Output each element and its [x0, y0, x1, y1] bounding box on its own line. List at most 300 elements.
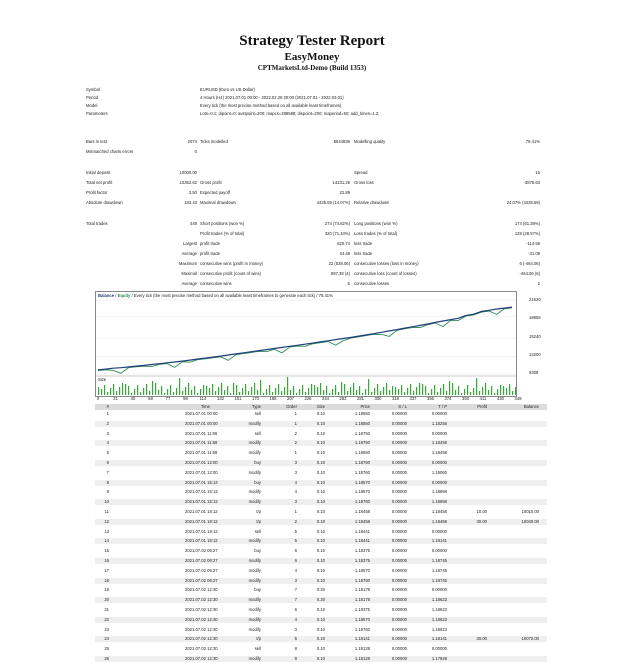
x-tick-label: 337 — [409, 396, 417, 401]
table-cell: 10070.00 — [521, 636, 539, 642]
table-cell: 0.10 — [316, 567, 325, 573]
table-row — [95, 656, 547, 662]
size-bar — [221, 383, 222, 395]
table-cell: 0.20 — [316, 587, 325, 593]
settings-value: EURUSD (Euro vs US Dollar) — [200, 87, 255, 92]
table-cell: 1.18623 — [431, 616, 447, 622]
table-cell: 10010.00 — [521, 509, 539, 514]
col-header: Price — [360, 404, 370, 409]
size-bar — [155, 383, 156, 395]
size-bar — [137, 385, 138, 395]
table-cell: 0.00000 — [391, 430, 407, 436]
table-cell: 2 — [106, 420, 109, 426]
x-tick-label: 226 — [304, 396, 312, 401]
table-cell: 2021.07.01 18:12 — [185, 528, 218, 534]
table-cell: 1.18141 — [431, 636, 447, 642]
x-tick-label: 356 — [427, 396, 434, 401]
table-cell: 0.10 — [316, 430, 325, 436]
settings-value: Every tick (the most precise method based on all available least timeframes) — [200, 103, 342, 108]
table-cell: modify — [248, 450, 261, 456]
x-tick-label: 170 — [252, 396, 259, 401]
size-bar — [257, 390, 258, 395]
table-cell: 0.10 — [316, 479, 325, 485]
table-cell: 11 — [104, 509, 109, 514]
table-cell: 2021.07.01 00:00 — [185, 411, 218, 416]
table-cell: 0.10 — [316, 528, 325, 534]
x-tick-label: 98 — [183, 396, 188, 401]
table-cell: 22 — [104, 616, 109, 622]
table-cell: 2021.07.02 06:27 — [185, 577, 218, 583]
table-cell: 2021.07.01 15:13 — [185, 479, 218, 485]
table-cell: 1.18760 — [354, 626, 370, 632]
table-cell: modify — [248, 607, 261, 612]
x-tick-label: 151 — [234, 396, 242, 401]
table-cell: 1.18550 — [354, 450, 370, 456]
table-cell: 0.00000 — [391, 607, 407, 612]
settings-label: Period — [86, 95, 99, 100]
size-bar — [119, 387, 120, 395]
x-tick-label: 188 — [269, 396, 277, 401]
size-bar — [161, 386, 162, 395]
table-cell: modify — [248, 499, 261, 505]
table-cell: 8 — [294, 646, 297, 652]
ticks-label: Ticks modelled — [200, 139, 228, 144]
table-cell: modify — [248, 420, 261, 426]
table-cell: 1.18375 — [354, 548, 370, 554]
size-bar — [377, 384, 378, 395]
table-cell: sell — [254, 646, 261, 652]
table-cell: 2021.07.02 12:30 — [185, 656, 218, 661]
table-cell: 0.00000 — [391, 460, 407, 465]
max-drawdown-label: Maximal drawdown — [200, 200, 236, 205]
table-cell: 2 — [294, 518, 297, 524]
table-cell: 1.18550 — [354, 420, 370, 426]
size-bar — [254, 383, 255, 395]
x-tick-label: 114 — [199, 396, 207, 401]
table-cell: 1 — [294, 411, 297, 416]
table-cell: 0.10 — [316, 499, 325, 505]
size-bar — [308, 388, 309, 395]
spread-label: Spread — [354, 170, 368, 175]
largest-profit-label: profit trade — [200, 241, 221, 246]
table-cell: 2 — [294, 430, 297, 436]
maximal-consec-profit-value: 997.38 (4) — [330, 271, 350, 276]
size-bar — [296, 393, 297, 395]
table-cell: 0.00000 — [391, 450, 407, 456]
size-bar — [314, 385, 315, 395]
table-cell: 0.00000 — [391, 509, 407, 514]
table-row — [95, 440, 547, 446]
average-label: Average — [181, 251, 197, 256]
size-bar — [224, 390, 225, 395]
balance-line — [98, 307, 512, 370]
table-cell: 2021.07.02 12:30 — [185, 616, 218, 622]
size-bar — [449, 381, 450, 395]
table-cell: 0.00000 — [391, 411, 407, 416]
size-bar — [266, 389, 267, 395]
size-bar — [407, 388, 408, 395]
balance-chart — [95, 291, 517, 397]
table-cell: 5 — [294, 538, 297, 544]
x-tick-label: 411 — [479, 396, 487, 401]
table-cell: 4 — [106, 440, 109, 446]
x-tick-label: 318 — [392, 396, 399, 401]
table-cell: 2021.07.01 11:58 — [185, 450, 218, 456]
avg-consec-losses-value: 2 — [537, 281, 540, 286]
table-cell: 30.00 — [476, 636, 487, 642]
table-cell: 1.18178 — [354, 587, 370, 593]
table-cell: 1.18141 — [431, 538, 447, 544]
gross-loss-label: Gross loss — [354, 180, 374, 185]
table-cell: 2021.07.01 18:12 — [185, 509, 218, 514]
size-bar — [188, 383, 189, 395]
size-bar — [386, 383, 387, 395]
size-bar — [392, 386, 393, 395]
x-tick-label: 77 — [165, 396, 171, 401]
table-cell: 12 — [104, 518, 109, 524]
table-cell: 3 — [294, 626, 297, 632]
table-cell: 0.00000 — [391, 577, 407, 583]
size-bar — [350, 387, 351, 395]
size-bar — [197, 393, 198, 395]
size-bar — [284, 387, 285, 395]
table-cell: modify — [248, 469, 261, 475]
size-bar — [194, 386, 195, 395]
table-cell: 0.10 — [316, 460, 325, 465]
size-bar — [362, 393, 363, 395]
initial-deposit-value: 10000.00 — [179, 170, 197, 175]
settings-value: Lots=0.1; dipoint=0; avstpoint=200; mapcs=288588; dispoint=200; maperiod=50; add_times=1.2; — [200, 111, 380, 116]
mismatch-value: 0 — [194, 149, 197, 154]
table-cell: 2021.07.02 12:30 — [185, 607, 218, 612]
profit-factor-label: Profit factor — [86, 190, 108, 195]
size-bar — [395, 387, 396, 395]
table-cell: 2021.07.02 06:27 — [185, 567, 218, 573]
size-bar — [215, 391, 216, 395]
size-bar — [281, 391, 282, 395]
table-cell: buy — [254, 460, 261, 465]
col-header: Type — [251, 404, 261, 409]
size-bar — [251, 387, 252, 395]
size-bar — [245, 384, 246, 395]
size-bar — [287, 377, 288, 395]
size-bar — [134, 389, 135, 395]
table-cell: 0.20 — [316, 597, 325, 603]
largest-profit-value: 520.74 — [337, 241, 350, 246]
table-cell: 0.00000 — [391, 587, 407, 593]
size-bar — [440, 388, 441, 395]
x-tick-label: 300 — [374, 396, 382, 401]
settings-value: 4 Hours (H4) 2021.07.01 00:00 - 2022.02.28 20:00 (2021.07.01 - 2022.03.01) — [200, 95, 344, 100]
table-cell: 0.10 — [316, 577, 325, 583]
size-bar — [128, 386, 129, 395]
table-cell: 0.00000 — [391, 616, 407, 622]
maximal-consec-loss-label: consecutive loss (count of losses) — [354, 271, 417, 276]
table-cell: 0.10 — [316, 420, 325, 426]
size-bar — [479, 391, 480, 395]
long-positions-value: 174 (61.39%) — [514, 221, 540, 226]
expert-name: EasyMoney — [284, 51, 340, 63]
size-bar — [389, 390, 390, 395]
size-bar — [491, 386, 492, 395]
table-cell: 1.18441 — [354, 528, 370, 534]
quality-value: 78.41% — [525, 139, 540, 144]
table-cell: buy — [254, 587, 261, 593]
table-cell: sell — [254, 411, 261, 416]
table-row — [95, 411, 547, 417]
size-bar — [302, 385, 303, 395]
table-cell: 0.10 — [316, 548, 325, 554]
table-cell: 0.10 — [316, 509, 325, 514]
table-cell: 1.18745 — [431, 558, 447, 563]
table-cell: 2021.07.01 11:58 — [185, 440, 218, 446]
table-cell: 1.18458 — [354, 518, 370, 524]
table-cell: 1.18623 — [431, 597, 447, 603]
max-consec-wins-label: consecutive wins (profit in money) — [200, 261, 264, 266]
table-cell: 14 — [104, 538, 109, 544]
mismatch-label: Mismatched charts errors — [86, 149, 134, 154]
size-bar — [368, 379, 369, 395]
table-cell: 0.10 — [316, 636, 325, 642]
table-row — [95, 597, 547, 603]
table-cell: 6 — [294, 607, 297, 612]
size-bar — [494, 393, 495, 395]
size-bar — [263, 393, 264, 395]
size-bar — [461, 393, 462, 395]
table-cell: 4 — [294, 479, 297, 485]
table-row — [95, 519, 547, 525]
profit-trades-label: Profit trades (% of total) — [200, 231, 244, 236]
size-bar — [311, 384, 312, 395]
ticks-value: 5644836 — [333, 139, 350, 144]
table-cell: 0.00000 — [391, 656, 407, 661]
size-bar — [191, 390, 192, 395]
size-bar — [239, 392, 240, 395]
abs-drawdown-value: 183.43 — [184, 200, 197, 205]
table-cell: 1.18178 — [354, 597, 370, 603]
average-profit-label: profit trade — [200, 251, 221, 256]
table-cell: modify — [248, 538, 261, 544]
table-cell: 2021.07.02 06:27 — [185, 558, 218, 563]
table-cell: 0.10 — [316, 626, 325, 632]
maximal-consec-loss-value: -464.06 (6) — [519, 271, 540, 276]
size-label: Size — [98, 377, 107, 382]
size-bar — [269, 385, 270, 395]
x-tick-label: 281 — [357, 396, 364, 401]
table-cell: 1.18570 — [354, 489, 370, 495]
size-bar — [209, 388, 210, 395]
avg-consec-wins-label: consecutive wins — [200, 281, 232, 286]
expected-payoff-label: Expected payoff — [200, 190, 230, 195]
size-bar — [131, 393, 132, 395]
size-bar — [416, 387, 417, 395]
table-row — [95, 587, 547, 593]
size-bar — [122, 383, 123, 395]
table-cell: 1.18256 — [431, 420, 447, 426]
size-bar — [422, 384, 423, 395]
size-bar — [359, 386, 360, 395]
report-title: Strategy Tester Report — [239, 33, 385, 49]
table-cell: t/p — [256, 518, 261, 524]
table-cell: 0.00000 — [431, 479, 447, 485]
table-cell: 7 — [294, 597, 297, 603]
table-cell: 0.10 — [316, 489, 325, 495]
x-tick-label: 207 — [287, 396, 294, 401]
table-cell: 1.18375 — [354, 607, 370, 612]
size-bar — [365, 389, 366, 395]
table-cell: 5 — [294, 636, 297, 642]
table-cell: 5 — [294, 528, 297, 534]
table-cell: 0.00000 — [391, 518, 407, 524]
table-cell: 1.18760 — [354, 499, 370, 505]
size-bar — [293, 386, 294, 395]
size-bar — [212, 384, 213, 395]
table-cell: 0.00000 — [431, 587, 447, 593]
table-cell: 2021.07.02 06:27 — [185, 548, 218, 554]
x-tick-label: 449 — [514, 396, 522, 401]
table-cell: 1.18623 — [431, 607, 447, 612]
size-bar — [485, 383, 486, 395]
y-tick-label: 9308 — [529, 370, 539, 375]
table-cell: 2021.07.01 11:55 — [185, 430, 218, 436]
table-cell: 26 — [104, 656, 109, 661]
size-bar — [383, 387, 384, 395]
rel-drawdown-label: Relative drawdown — [354, 200, 390, 205]
size-bar — [332, 389, 333, 395]
size-bar — [317, 387, 318, 395]
table-cell: 8 — [294, 656, 297, 661]
table-cell: 0.00000 — [431, 528, 447, 534]
table-cell: 0.00000 — [431, 411, 447, 416]
quality-label: Modelling quality — [354, 139, 386, 144]
avg-consec-label: Average — [181, 281, 197, 286]
size-bar — [371, 392, 372, 395]
size-bar — [431, 389, 432, 395]
initial-deposit-label: Initial deposit — [86, 170, 111, 175]
size-bar — [146, 384, 147, 395]
table-row — [95, 636, 547, 642]
table-cell: modify — [248, 440, 261, 446]
table-cell: 0.10 — [316, 646, 325, 652]
size-bar — [347, 391, 348, 395]
average-profit-value: 44.48 — [339, 251, 350, 256]
table-cell: 25 — [104, 646, 109, 652]
table-cell: 0.00000 — [431, 460, 447, 465]
size-bar — [326, 386, 327, 395]
table-cell: 1.18458 — [431, 440, 447, 446]
size-bar — [404, 392, 405, 395]
table-cell: 0.00000 — [391, 558, 407, 563]
table-cell: 16 — [104, 558, 109, 563]
table-cell: 0.00000 — [431, 430, 447, 436]
table-cell: 1 — [294, 509, 297, 514]
size-bar — [158, 390, 159, 395]
table-cell: sell — [254, 528, 261, 534]
table-cell: 21 — [104, 607, 109, 612]
table-cell: 13 — [104, 528, 109, 534]
average-loss-value: -31.09 — [528, 251, 540, 256]
table-cell: 0.10 — [316, 538, 325, 544]
maximal-consec-profit-label: consecutive profit (count of wins) — [200, 271, 261, 276]
table-cell: 0.00000 — [391, 469, 407, 475]
size-bar — [401, 385, 402, 395]
table-cell: 1.18760 — [354, 469, 370, 475]
size-bar — [434, 385, 435, 395]
table-cell: 1.18441 — [354, 538, 370, 544]
size-bar — [488, 390, 489, 395]
max-consec-losses-label: consecutive losses (loss in money) — [354, 261, 419, 266]
table-cell: 0.10 — [316, 440, 325, 446]
table-cell: 0.00000 — [391, 626, 407, 632]
table-cell: 15 — [104, 548, 109, 554]
size-bar — [452, 383, 453, 395]
table-cell: 0.00000 — [391, 479, 407, 485]
size-bar — [149, 391, 150, 395]
table-cell: 0.00000 — [391, 440, 407, 446]
table-cell: modify — [248, 626, 261, 632]
table-cell: 24 — [104, 636, 109, 642]
table-row — [95, 480, 547, 486]
table-cell: t/p — [256, 509, 261, 514]
x-tick-label: 58 — [148, 396, 153, 401]
table-cell: 1.18141 — [354, 636, 370, 642]
legend-balance: Balance — [98, 293, 115, 298]
table-cell: 1.18750 — [354, 430, 370, 436]
table-cell: 1.18128 — [354, 646, 370, 652]
size-bar — [152, 381, 153, 395]
abs-drawdown-label: Absolute drawdown — [86, 200, 123, 205]
largest-label: Largest — [183, 241, 197, 246]
table-cell: 1 — [106, 411, 109, 416]
table-cell: 0.00000 — [391, 646, 407, 652]
size-bar — [374, 388, 375, 395]
size-bar — [170, 385, 171, 395]
size-bar — [110, 388, 111, 395]
table-cell: 30.00 — [476, 518, 487, 524]
table-cell: modify — [248, 597, 261, 603]
size-bar — [437, 392, 438, 395]
size-bar — [143, 388, 144, 395]
y-tick-label: 15240 — [529, 334, 541, 339]
table-cell: 2021.07.01 18:12 — [185, 518, 218, 524]
size-bar — [113, 384, 114, 395]
table-cell: 2021.07.02 12:30 — [185, 597, 218, 603]
table-cell: buy — [254, 548, 261, 554]
size-bar — [200, 389, 201, 395]
table-cell: 0.10 — [316, 518, 325, 524]
table-cell: 2021.07.01 00:00 — [185, 420, 218, 426]
table-cell: 1 — [294, 420, 297, 426]
x-tick-label: 40 — [130, 396, 136, 401]
size-bar — [335, 385, 336, 395]
avg-consec-wins-value: 5 — [347, 281, 350, 286]
size-bar — [512, 391, 513, 395]
x-tick-label: 0 — [96, 396, 100, 401]
size-bar — [236, 385, 237, 395]
y-tick-label: 12200 — [529, 352, 541, 357]
table-cell: 7 — [106, 469, 109, 475]
col-header: Order — [286, 404, 297, 409]
table-cell: 0.00000 — [431, 548, 447, 554]
short-positions-value: 274 (74.82%) — [324, 221, 350, 226]
table-cell: 0.00000 — [391, 499, 407, 505]
size-bar — [398, 389, 399, 395]
size-bar — [341, 382, 342, 395]
table-cell: 7 — [294, 587, 297, 593]
size-bar — [506, 388, 507, 395]
table-cell: 0.00000 — [391, 420, 407, 426]
table-cell: 0.10 — [316, 469, 325, 475]
